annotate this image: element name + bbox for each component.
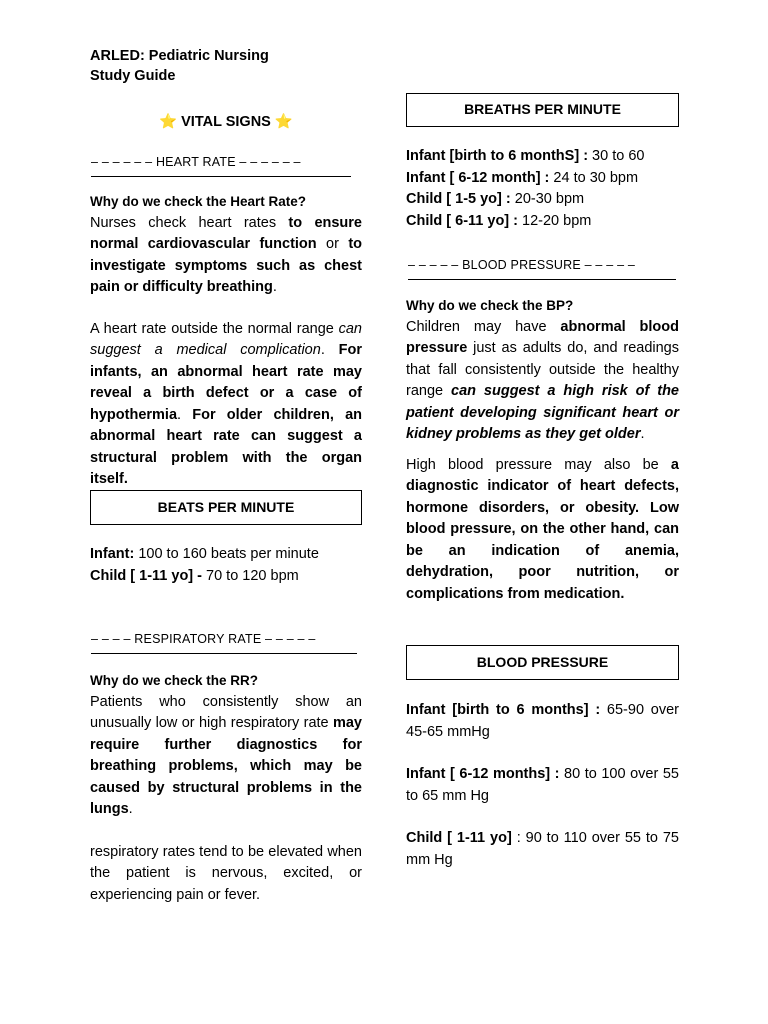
text-run-bold-italic: can suggest a high risk of the patient developing significant heart or kidney problems as they get older bbox=[406, 383, 679, 442]
text-run-bold: to investigate symptoms such as chest pain or difficulty breathing bbox=[90, 236, 362, 295]
text-run: . bbox=[640, 426, 645, 442]
text-run-bold: For older children, an abnormal heart rate can suggest a structural problem with the organ itself. bbox=[90, 406, 362, 487]
heart-rate-paragraph-2 bbox=[90, 319, 362, 491]
text-run: just as adults do, and readings that fall consistently outside the healthy range bbox=[406, 340, 679, 399]
text-run-italic: can suggest a medical complication bbox=[90, 320, 362, 358]
text-run: . bbox=[272, 279, 277, 295]
bp-value: : 90 to 110 over 55 to 75 mm Hg bbox=[406, 830, 679, 868]
beats-per-minute-box: BEATS PER MINUTE bbox=[90, 490, 362, 525]
text-run: A heart rate outside the normal range bbox=[90, 320, 339, 337]
blood-pressure-paragraph-2 bbox=[406, 455, 679, 606]
text-run-bold: to ensure normal cardiovascular function bbox=[90, 214, 362, 252]
breaths-value: 20-30 bpm bbox=[510, 191, 585, 207]
bp-row bbox=[406, 700, 679, 743]
bpm-row bbox=[90, 544, 362, 566]
beats-per-minute-values bbox=[90, 544, 362, 587]
text-run: High blood pressure may also be bbox=[406, 456, 671, 473]
blood-pressure-section bbox=[406, 295, 679, 605]
text-run-bold: abnormal blood pressure bbox=[406, 318, 680, 356]
text-run: . bbox=[128, 801, 133, 817]
breaths-label: Child [ 6-11 yo] : bbox=[406, 212, 518, 229]
heart-rate-paragraph-1 bbox=[90, 213, 362, 299]
text-run-bold: may require further diagnostics for breathing problems, which may be caused by structural problems in the lungs bbox=[90, 715, 362, 817]
text-run-bold: For infants, an abnormal heart rate may reveal a birth defect or a case of hypothermia bbox=[90, 342, 362, 423]
bpm-label: Child [ 1-11 yo] - bbox=[90, 567, 202, 584]
bp-label: Child [ 1-11 yo] bbox=[406, 830, 512, 846]
bp-label: Infant [birth to 6 months] : bbox=[406, 702, 601, 718]
breaths-row bbox=[406, 189, 679, 211]
blood-pressure-paragraph-1 bbox=[406, 317, 679, 446]
breaths-row bbox=[406, 211, 679, 233]
text-run: Patients who consistently show an unusually low or high respiratory rate bbox=[90, 693, 362, 731]
star-icon: ⭐ bbox=[274, 114, 293, 130]
bpm-row bbox=[90, 566, 362, 588]
blood-pressure-question: Why do we check the BP? bbox=[406, 298, 574, 313]
title-line-2: Study Guide bbox=[90, 68, 176, 84]
respiratory-rate-paragraph-1 bbox=[90, 692, 362, 821]
vital-signs-heading bbox=[90, 112, 362, 134]
bp-value: 80 to 100 over 55 to 65 mm Hg bbox=[406, 766, 679, 804]
breaths-label: Child [ 1-5 yo] : bbox=[406, 191, 511, 207]
bpm-value: 100 to 160 beats per minute bbox=[134, 546, 319, 562]
blood-pressure-values bbox=[406, 700, 679, 871]
breaths-value: 12-20 bpm bbox=[518, 212, 592, 229]
text-run: . bbox=[177, 406, 193, 423]
respiratory-rate-paragraph-2: respiratory rates tend to be elevated when the patient is nervous, excited, or experiencing pain or fever. bbox=[90, 843, 362, 903]
breaths-per-minute-values bbox=[406, 146, 679, 232]
title-line-1: ARLED: Pediatric Nursing bbox=[90, 48, 269, 64]
text-run: . bbox=[320, 342, 339, 358]
text-run: Nurses check heart rates bbox=[90, 214, 289, 231]
bp-row bbox=[406, 828, 679, 871]
bp-value: 65-90 over 45-65 mmHg bbox=[406, 702, 679, 740]
heart-rate-question: Why do we check the Heart Rate? bbox=[90, 194, 307, 209]
respiratory-rate-question: Why do we check the RR? bbox=[90, 673, 259, 688]
heart-rate-divider: – – – – – – HEART RATE – – – – – – bbox=[91, 152, 351, 177]
bpm-label: Infant: bbox=[90, 546, 135, 562]
text-run: or bbox=[316, 236, 349, 252]
bpm-value: 70 to 120 bpm bbox=[202, 567, 299, 584]
blood-pressure-box: BLOOD PRESSURE bbox=[406, 645, 679, 680]
respiratory-rate-divider: – – – – RESPIRATORY RATE – – – – – bbox=[91, 629, 357, 654]
text-run: Children may have bbox=[406, 318, 561, 335]
breaths-per-minute-box: BREATHS PER MINUTE bbox=[406, 93, 679, 127]
respiratory-rate-section bbox=[90, 670, 362, 906]
vital-signs-title: VITAL SIGNS bbox=[181, 114, 271, 130]
heart-rate-section bbox=[90, 191, 362, 491]
breaths-label: Infant [birth to 6 monthS] : bbox=[406, 148, 589, 164]
breaths-row bbox=[406, 146, 679, 168]
breaths-value: 24 to 30 bpm bbox=[549, 169, 639, 186]
blood-pressure-divider: – – – – – BLOOD PRESSURE – – – – – bbox=[408, 255, 676, 280]
breaths-label: Infant [ 6-12 month] : bbox=[406, 169, 550, 186]
breaths-row bbox=[406, 168, 679, 190]
breaths-value: 30 to 60 bbox=[588, 148, 645, 164]
document-title bbox=[90, 46, 269, 86]
bp-label: Infant [ 6-12 months] : bbox=[406, 766, 560, 782]
star-icon: ⭐ bbox=[159, 114, 178, 130]
bp-row bbox=[406, 764, 679, 807]
text-run-bold: a diagnostic indicator of heart defects, hormone disorders, or obesity. Low blood pressure, on the other hand, can be an indication of anemia, dehydration, poor nutrition, or complications from medication. bbox=[406, 456, 679, 602]
